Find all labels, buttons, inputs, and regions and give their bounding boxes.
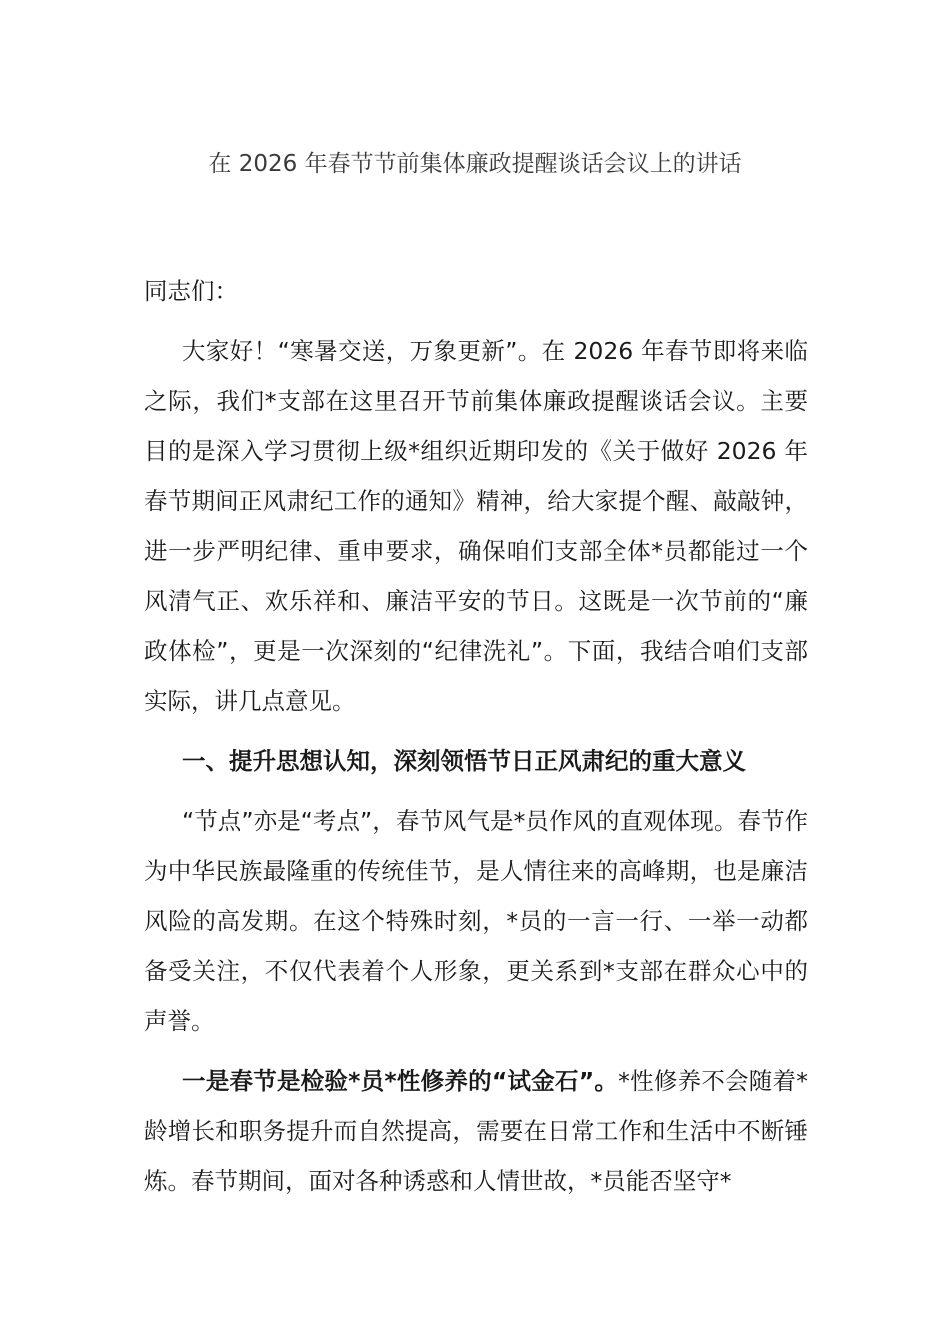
paragraph-point-1 bbox=[144, 1056, 808, 1206]
paragraph-intro: 大家好！“寒暑交送，万象更新”。在 2026 年春节即将来临之际，我们*支部在这里召开节前集体廉政提醒谈话会议。主要目的是深入学习贯彻上级*组织近期印发的《关于做好 2026 年春节期间正风肃纪工作的通知》精神，给大家提个醒、敲敲钟，进一步严明纪律、重申要求，确保咱们支部全体*员都能过一个风清气正、欢乐祥和、廉洁平安的节日。这既是一次节前的“廉政体检”，更是一次深刻的“纪律洗礼”。下面，我结合咱们支部实际，讲几点意见。 bbox=[144, 337, 808, 715]
section-heading-1: 一、提升思想认知，深刻领悟节日正风肃纪的重大意义 bbox=[182, 747, 746, 775]
document-body bbox=[144, 266, 808, 1206]
document-title: 在 2026 年春节节前集体廉政提醒谈话会议上的讲话 bbox=[208, 151, 742, 177]
paragraph-section-1: “节点”亦是“考点”，春节风气是*员作风的直观体现。春节作为中华民族最隆重的传统佳节，是人情往来的高峰期，也是廉洁风险的高发期。在这个特殊时刻，*员的一言一行、一举一动都备受关注，不仅代表着个人形象，更关系到*支部在群众心中的声誉。 bbox=[144, 807, 808, 1035]
point-1-text: *性修养不会随着*龄增长和职务提升而自然提高，需要在日常工作和生活中不断锤炼。春节期间，面对各种诱惑和人情世故，*员能否坚守* bbox=[144, 1067, 809, 1195]
salutation: 同志们： bbox=[144, 277, 238, 305]
point-1-lead: 一是春节是检验*员*性修养的“试金石”。 bbox=[182, 1067, 619, 1095]
